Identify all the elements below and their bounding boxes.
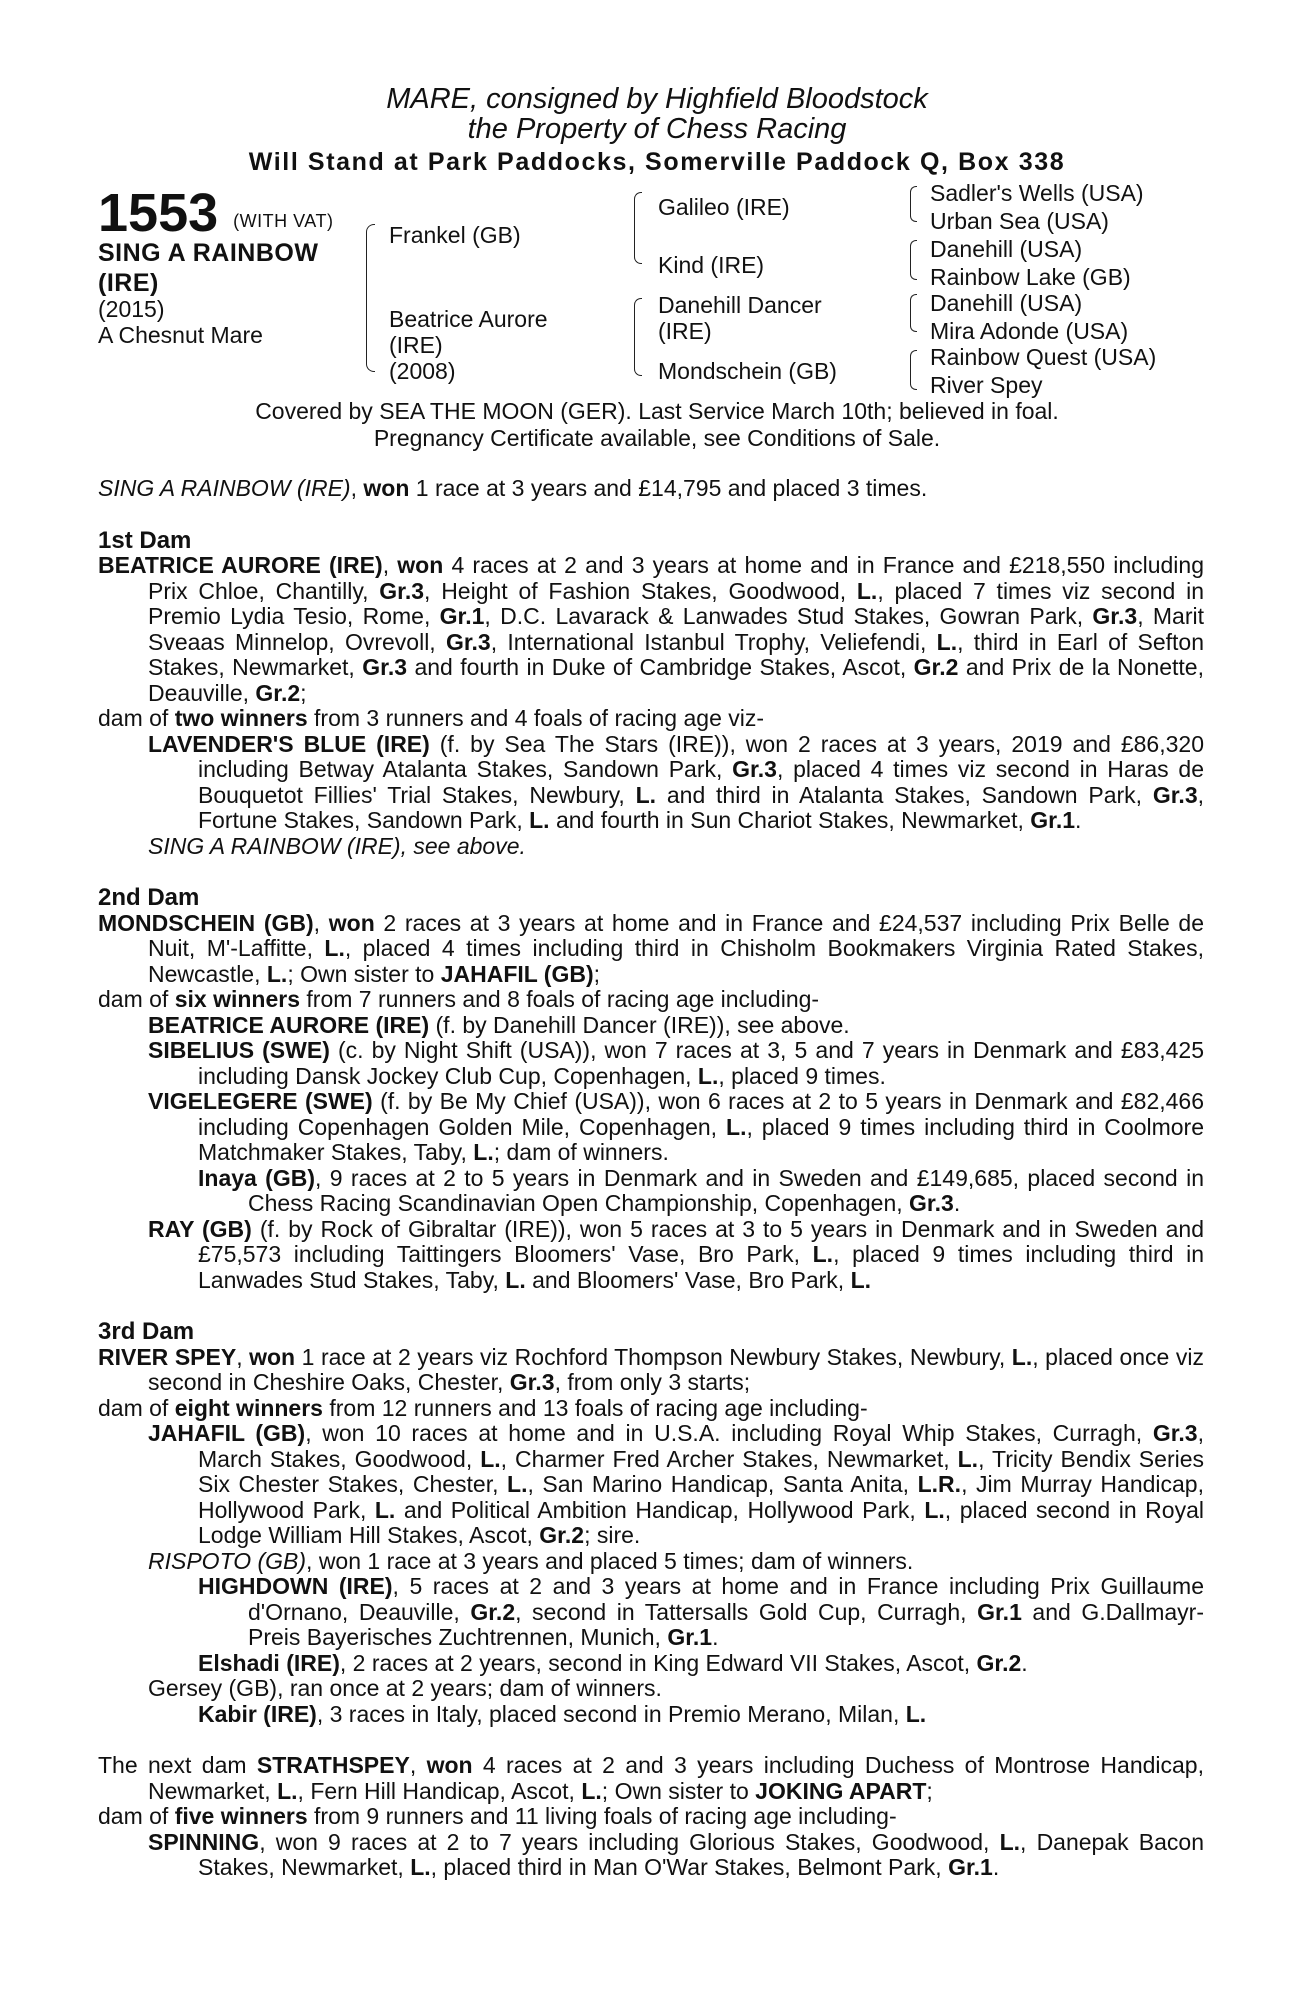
pedigree-dam: Beatrice Aurore (IRE) (2008) bbox=[389, 306, 548, 384]
produce-entry: RAY (GB) (f. by Rock of Gibraltar (IRE)), won 5 races at 3 to 5 years in Denmark and in Sweden and £75,573 including Taittingers Bloomers' Vase, Bro Park, L., placed 9 times including third in Lanwades Stud Stakes, Taby, L. and Bloomers' Vase, Bro Park, L. bbox=[148, 1215, 1205, 1293]
horse-name: SING A RAINBOW (IRE) bbox=[98, 239, 319, 297]
produce-summary: dam of eight winners from 12 runners and 13 foals of racing age including- bbox=[98, 1394, 868, 1421]
produce-summary: dam of five winners from 9 runners and 11 living foals of racing age including- bbox=[98, 1803, 897, 1829]
produce-summary: dam of six winners from 7 runners and 8 foals of racing age including- bbox=[98, 986, 820, 1012]
pedigree-brace bbox=[910, 186, 917, 222]
pedigree-g3: Danehill (USA) bbox=[930, 236, 1083, 262]
produce-entry: SING A RAINBOW (IRE), see above. bbox=[148, 832, 526, 859]
produce-summary: dam of two winners from 3 runners and 4 foals of racing age viz- bbox=[98, 705, 765, 731]
produce-entry: BEATRICE AURORE (IRE) (f. by Danehill Dancer (IRE)), see above. bbox=[148, 1011, 850, 1038]
catalogue-body bbox=[98, 476, 1204, 1881]
pedigree-sire: Frankel (GB) bbox=[389, 222, 521, 248]
third-dam-heading: 3rd Dam bbox=[98, 1318, 195, 1345]
produce-entry: Elshadi (IRE), 2 races at 2 years, second in King Edward VII Stakes, Ascot, Gr.2. bbox=[198, 1649, 1028, 1676]
produce-entry: RISPOTO (GB), won 1 race at 3 years and placed 5 times; dam of winners. bbox=[148, 1547, 914, 1574]
produce-entry: Kabir (IRE), 3 races in Italy, placed second in Premio Merano, Milan, L. bbox=[198, 1700, 927, 1727]
pedigree-g3: Danehill (USA) bbox=[930, 290, 1083, 316]
pedigree-g3: Rainbow Lake (GB) bbox=[930, 264, 1131, 290]
vat-note: (WITH VAT) bbox=[233, 211, 334, 231]
pedigree-g3: Sadler's Wells (USA) bbox=[930, 180, 1144, 206]
dam-entry: RIVER SPEY, won 1 race at 2 years viz Rochford Thompson Newbury Stakes, Newbury, L., placed once viz second in Cheshire Oaks, Chester, Gr.3, from only 3 starts; bbox=[98, 1343, 1204, 1395]
produce-entry: SPINNING, won 9 races at 2 to 7 years including Glorious Stakes, Goodwood, L., Danepak Bacon Stakes, Newmarket, L., placed third in Man O'War Stakes, Belmont Park, Gr.1. bbox=[148, 1828, 1204, 1880]
pedigree-brace bbox=[634, 192, 642, 264]
stand-line: Will Stand at Park Paddocks, Somerville Paddock Q, Box 338 bbox=[248, 148, 1066, 176]
pedigree-brace bbox=[910, 240, 917, 280]
dam-entry: BEATRICE AURORE (IRE), won 4 races at 2 and 3 years at home and in France and £218,550 including Prix Chloe, Chantilly, Gr.3, Height of Fashion Stakes, Goodwood, L., placed 7 times viz second in Premio Lydia Tesio, Rome, Gr.1, D.C. Lavarack & Lanwades Stud Stakes, Gowran Park, Gr.3, Marit Sveaas Minnelop, Ovrevoll, Gr.3, International Istanbul Trophy, Veliefendi, L., third in Earl of Sefton Stakes, Newmarket, Gr.3 and fourth in Duke of Cambridge Stakes, Ascot, Gr.2 and Prix de la Nonette, Deauville, Gr.2; bbox=[98, 552, 1205, 706]
pedigree-g3: River Spey bbox=[930, 372, 1043, 398]
intro-paragraph: SING A RAINBOW (IRE), won 1 race at 3 years and £14,795 and placed 3 times. bbox=[98, 475, 928, 501]
produce-entry: LAVENDER'S BLUE (IRE) (f. by Sea The Stars (IRE)), won 2 races at 3 years, 2019 and £86,320 including Betway Atalanta Stakes, Sandown Park, Gr.3, placed 4 times viz second in Haras de Bouquetot Fillies' Trial Stakes, Newbury, L. and third in Atalanta Stakes, Sandown Park, Gr.3, Fortune Stakes, Sandown Park, L. and fourth in Sun Chariot Stakes, Newmarket, Gr.1. bbox=[148, 730, 1205, 833]
pedigree-brace bbox=[910, 294, 917, 332]
property-line: the Property of Chess Racing bbox=[467, 113, 847, 145]
pedigree-brace bbox=[366, 224, 375, 372]
pedigree-g3: Urban Sea (USA) bbox=[930, 208, 1109, 234]
second-dam-heading: 2nd Dam bbox=[98, 884, 200, 911]
produce-entry: HIGHDOWN (IRE), 5 races at 2 and 3 years at home and in France including Prix Guillaume d'Ornano, Deauville, Gr.2, second in Tattersalls Gold Cup, Curragh, Gr.1 and G.Dallmayr-Preis Bayerisches Zuchtrennen, Munich, Gr.1. bbox=[198, 1573, 1204, 1650]
consignor-line: MARE, consigned by Highfield Bloodstock bbox=[386, 83, 928, 115]
produce-entry: SIBELIUS (SWE) (c. by Night Shift (USA)), won 7 races at 3, 5 and 7 years in Denmark and £83,425 including Dansk Jockey Club Cup, Copenhagen, L., placed 9 times. bbox=[148, 1037, 1204, 1089]
pedigree-dam-dam: Mondschein (GB) bbox=[658, 358, 837, 384]
produce-entry: Inaya (GB), 9 races at 2 to 5 years in Denmark and in Sweden and £149,685, placed second in Chess Racing Scandinavian Open Championship, Copenhagen, Gr.3. bbox=[198, 1164, 1204, 1216]
pedigree-g3: Rainbow Quest (USA) bbox=[930, 344, 1157, 370]
dam-entry: MONDSCHEIN (GB), won 2 races at 3 years at home and in France and £24,537 including Prix Belle de Nuit, M'-Laffitte, L., placed 4 times including third in Chisholm Bookmakers Virginia Rated Stakes, Newcastle, L.; Own sister to JAHAFIL (GB); bbox=[98, 909, 1205, 987]
produce-entry: Gersey (GB), ran once at 2 years; dam of winners. bbox=[148, 1675, 662, 1701]
covered-note: Covered by SEA THE MOON (GER). Last Service March 10th; believed in foal. Pregnancy Certificate available, see Conditions of Sale. bbox=[255, 398, 1059, 451]
horse-details: (2015) A Chesnut Mare bbox=[98, 296, 263, 348]
pedigree-dam-sire: Danehill Dancer (IRE) bbox=[658, 292, 822, 344]
next-dam-entry: The next dam STRATHSPEY, won 4 races at 2 and 3 years including Duchess of Montrose Handicap, Newmarket, L., Fern Hill Handicap, Ascot, L.; Own sister to JOKING APART; bbox=[98, 1752, 1204, 1804]
pedigree-g3: Mira Adonde (USA) bbox=[930, 318, 1129, 344]
pedigree-brace bbox=[634, 298, 642, 376]
lot-number: 1553 (WITH VAT) bbox=[98, 183, 334, 243]
pedigree-sire-dam: Kind (IRE) bbox=[658, 252, 765, 278]
produce-entry: VIGELEGERE (SWE) (f. by Be My Chief (USA)), won 6 races at 2 to 5 years in Denmark and £82,466 including Copenhagen Golden Mile, Copenhagen, L., placed 9 times including third in Coolmore Matchmaker Stakes, Taby, L.; dam of winners. bbox=[148, 1088, 1204, 1165]
produce-entry: JAHAFIL (GB), won 10 races at home and in U.S.A. including Royal Whip Stakes, Curragh, Gr.3, March Stakes, Goodwood, L., Charmer Fred Archer Stakes, Newmarket, L., Tricity Bendix Series Six Chester Stakes, Chester, L., San Marino Handicap, Santa Anita, L.R., Jim Murray Handicap, Hollywood Park, L. and Political Ambition Handicap, Hollywood Park, L., placed second in Royal Lodge William Hill Stakes, Ascot, Gr.2; sire. bbox=[148, 1420, 1204, 1548]
pedigree-brace bbox=[910, 350, 917, 390]
pedigree-sire-sire: Galileo (IRE) bbox=[658, 194, 790, 220]
first-dam-heading: 1st Dam bbox=[98, 526, 192, 554]
